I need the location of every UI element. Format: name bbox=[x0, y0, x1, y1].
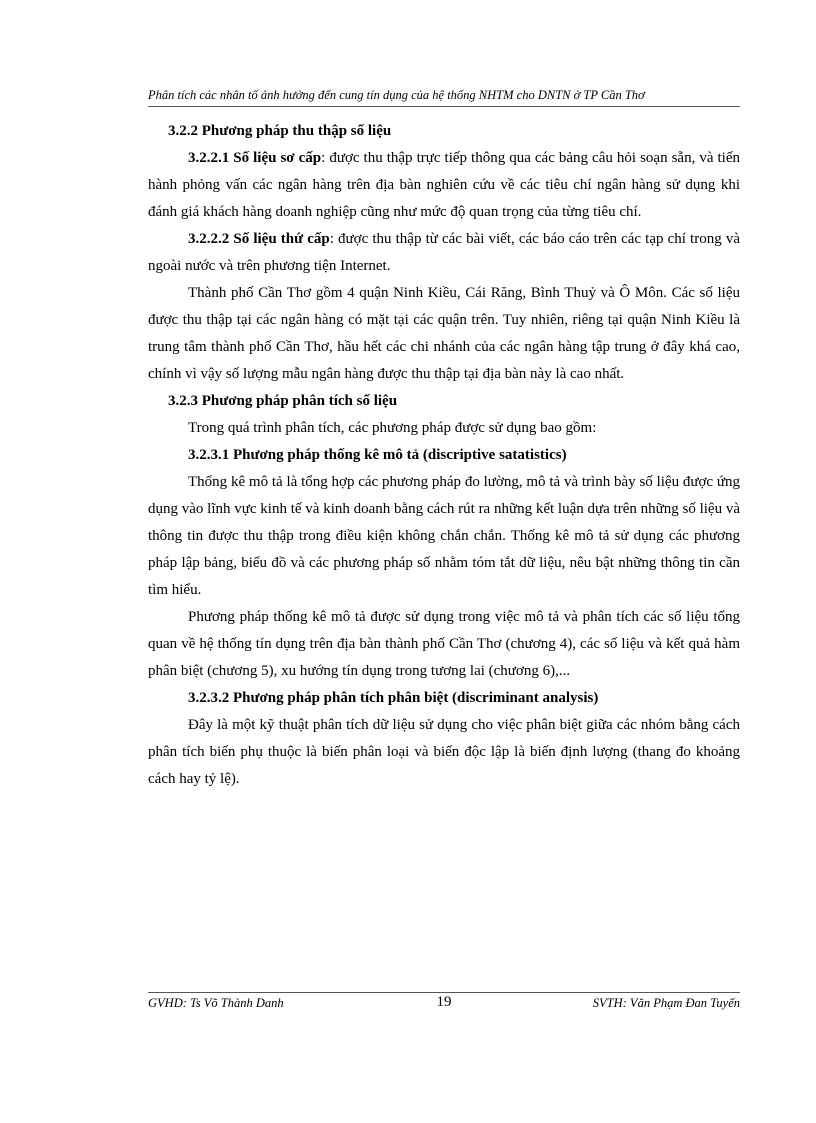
paragraph-descriptive-stats-1: Thống kê mô tả là tổng hợp các phương pháp đo lường, mô tả và trình bày số liệu được ứng dụng vào lĩnh vực kinh tế và kinh doanh bằng cách rút ra những kết luận dựa trên những số liệu và thông tin được thu thập trong điều kiện không chắn chắn. Thống kê mô tả sử dụng các phương pháp lập bảng, biểu đồ và các phương pháp số nhằm tóm tắt dữ liệu, nêu bật những thông tin cần tìm hiểu. bbox=[148, 474, 740, 598]
subheading-3-2-2-2: 3.2.2.2 Số liệu thứ cấp bbox=[188, 231, 330, 247]
subheading-3-2-2-1: 3.2.2.1 Số liệu sơ cấp bbox=[188, 150, 322, 166]
running-header-text: Phân tích các nhân tố ảnh hưởng đến cung tín dụng của hệ thống NHTM cho DNTN ở TP Cần Thơ bbox=[148, 88, 645, 102]
paragraph-can-tho: Thành phố Cần Thơ gồm 4 quận Ninh Kiều, Cái Răng, Bình Thuỷ và Ô Môn. Các số liệu được thu thập tại các ngân hàng có mặt tại các quận trên. Tuy nhiên, riêng tại quận Ninh Kiều là trung tâm thành phố Cần Thơ, hầu hết các chi nhánh của các ngân hàng tập trung ở đây khá cao, chính vì vậy số lượng mẫu ngân hàng được thu thập tại địa bàn này là cao nhất. bbox=[148, 285, 740, 382]
heading-3-2-3-1: 3.2.3.1 Phương pháp thống kê mô tả (discriptive satatistics) bbox=[188, 447, 567, 463]
paragraph-primary-data bbox=[148, 145, 740, 226]
footer-advisor: GVHD: Ts Võ Thành Danh bbox=[148, 996, 284, 1010]
page-number: 19 bbox=[436, 994, 452, 1010]
paragraph-descriptive-stats-2: Phương pháp thống kê mô tả được sử dụng trong việc mô tả và phân tích các số liệu tổng quan về hệ thống tín dụng trên địa bàn thành phố Cần Thơ (chương 4), các số liệu và kết quả hàm phân biệt (chương 5), xu hướng tín dụng trong tương lai (chương 6),... bbox=[148, 609, 740, 679]
running-header bbox=[148, 88, 740, 107]
primary-data-text: : được thu thập trực tiếp thông qua các bảng câu hỏi soạn sẵn, và tiến hành phỏng vấn các ngân hàng trên địa bàn nghiên cứu về các tiêu chí ngân hàng sử dụng khi đánh giá khách hàng doanh nghiệp cũng như mức độ quan trọng của từng tiêu chí. bbox=[148, 150, 741, 220]
heading-3-2-3: 3.2.3 Phương pháp phân tích số liệu bbox=[168, 393, 398, 409]
secondary-data-text: : được thu thập từ các bài viết, các báo cáo trên các tạp chí trong và ngoài nước và trên phương tiện Internet. bbox=[148, 231, 740, 274]
page-footer bbox=[148, 992, 740, 1014]
paragraph-methods-intro: Trong quá trình phân tích, các phương pháp được sử dụng bao gồm: bbox=[188, 420, 597, 436]
heading-3-2-2: 3.2.2 Phương pháp thu thập số liệu bbox=[168, 123, 392, 139]
paragraph-secondary-data bbox=[148, 226, 740, 280]
heading-3-2-3-2: 3.2.3.2 Phương pháp phân tích phân biệt (discriminant analysis) bbox=[188, 690, 599, 706]
paragraph-discriminant: Đây là một kỹ thuật phân tích dữ liệu sử dụng cho việc phân biệt giữa các nhóm bằng cách phân tích biến phụ thuộc là biến phân loại và biến độc lập là biến định lượng (thang đo khoảng cách hay tỷ lệ). bbox=[148, 717, 740, 787]
page-body bbox=[148, 118, 740, 793]
footer-student: SVTH: Văn Phạm Đan Tuyến bbox=[592, 996, 740, 1010]
